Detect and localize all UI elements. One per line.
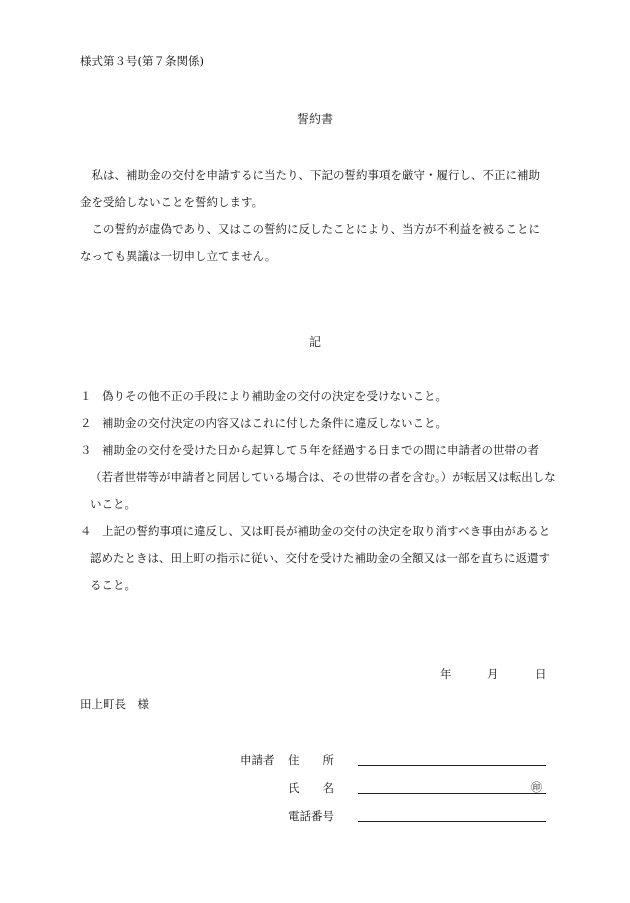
item-text: 偽りその他不正の手段により補助金の交付の決定を受けないこと。 xyxy=(102,389,447,403)
phone-label: 電話番号 xyxy=(288,809,334,823)
item-number: ３ xyxy=(80,443,92,457)
item-number: １ xyxy=(80,389,92,403)
item-number: ２ xyxy=(80,416,92,430)
document-title: 誓約書 xyxy=(296,112,333,126)
intro-paragraph-2: この誓約が虚偽であり、又はこの誓約に反したことにより、当方が不利益を被ることになっても異議は一切申し立てません。 xyxy=(80,222,540,263)
item-text: 補助金の交付を受けた日から起算して５年を経過する日までの間に申請者の世帯の者（若者世帯等が申請者と同居している場合は、その世帯の者を含む。）が転居又は転出しないこと。 xyxy=(90,443,556,511)
recipient-line: 田上町長 様 xyxy=(80,697,149,711)
date-month-label: 月 xyxy=(487,667,499,681)
address-field[interactable] xyxy=(358,765,546,766)
seal-mark: ㊞ xyxy=(531,781,542,794)
name-label: 氏 名 xyxy=(288,781,334,795)
date-year-label: 年 xyxy=(440,667,452,681)
name-field[interactable] xyxy=(358,793,546,794)
item-text: 上記の誓約事項に違反し、又は町長が補助金の交付の決定を取り消すべき事由があると認めたときは、田上町の指示に従い、交付を受けた補助金の全額又は一部を直ちに返還すること。 xyxy=(90,524,551,592)
phone-field[interactable] xyxy=(358,821,546,822)
form-number-label: 様式第３号(第７条関係) xyxy=(80,54,204,68)
intro-paragraph-1: 私は、補助金の交付を申請するに当たり、下記の誓約事項を厳守・履行し、不正に補助金を受給しないことを誓約します。 xyxy=(80,168,540,209)
item-number: ４ xyxy=(80,524,92,538)
item-text: 補助金の交付決定の内容又はこれに付した条件に違反しないこと。 xyxy=(102,416,447,430)
ki-heading: 記 xyxy=(308,335,321,349)
address-label: 住 所 xyxy=(288,753,334,767)
date-day-label: 日 xyxy=(535,667,547,681)
applicant-label: 申請者 xyxy=(240,753,275,767)
